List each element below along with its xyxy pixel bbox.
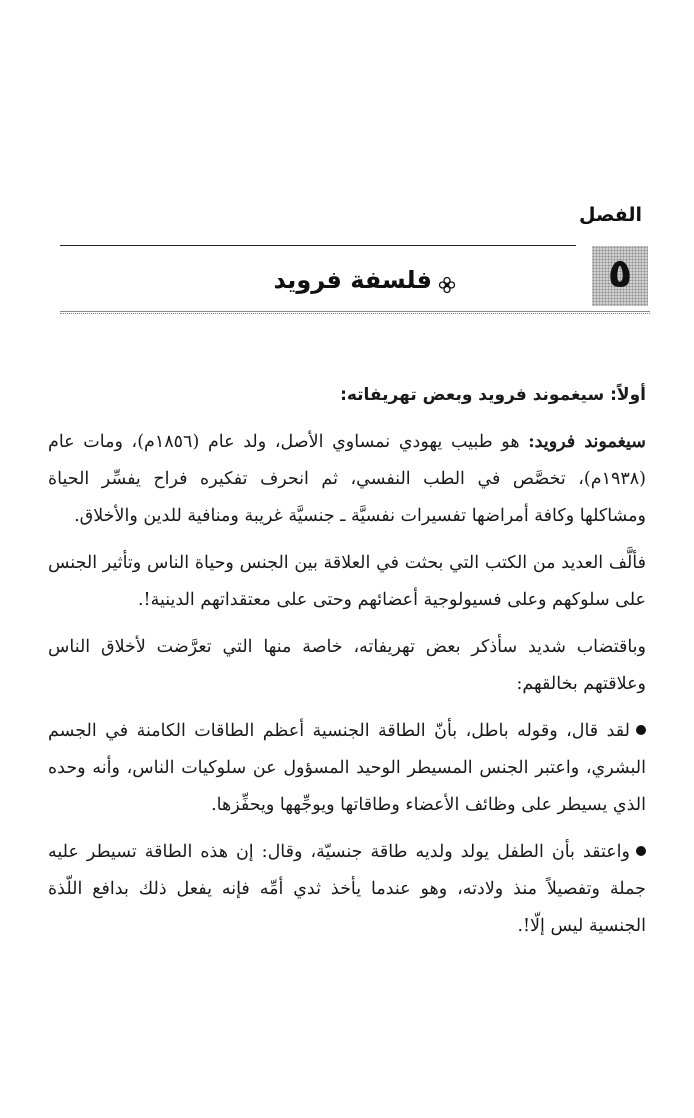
paragraph-books [48,545,646,619]
paragraph-lead: سيغموند فرويد: [528,432,646,452]
bullet-icon [636,725,646,735]
chapter-number-box [592,246,648,306]
bullet-paragraph-sexual-energy [48,713,646,824]
chapter-number: ٥ [607,251,633,297]
paragraph-freud-bio [48,424,646,535]
chapter-title: فلسفة فرويد [273,266,432,294]
paragraph-text: واعتقد بأن الطفل يولد ولديه طاقة جنسيّة، وقال: إن هذه الطاقة تسيطر عليه جملة وتفصيلاً منذ ولادته، وهو عندما يأخذ ثدي أمِّه فإنه يفعل ذلك بدافع اللّذة الجنسية ليس إلّا!. [48,842,646,936]
chapter-body [48,380,646,955]
chapter-header-rule [60,245,576,246]
paragraph-text: هو طبيب يهودي نمساوي الأصل، ولد عام (١٨٥٦م)، ومات عام (١٩٣٨م)، تخصَّص في الطب النفسي، ثم انحرف تفكيره فراح يفسِّر الحياة ومشاكلها وكافة أمراضها تفسيرات نفسيَّة ـ جنسيَّة غريبة ومنافية للدين والأخلاق. [48,432,646,526]
paragraph-intro-distortions [48,629,646,703]
paragraph-text: فألَّف العديد من الكتب التي بحثت في العلاقة بين الجنس وحياة الناس وتأثير الجنس على سلوكهم وعلى فسيولوجية أعضائهم وحتى على معتقداتهم الدينية!. [48,553,646,610]
flower-ornament-icon [438,272,456,290]
paragraph-text: وباقتضاب شديد سأذكر بعض تهريفاته، خاصة منها التي تعرَّضت لأخلاق الناس وعلاقتهم بخالقهم: [48,637,646,694]
bullet-paragraph-child [48,834,646,945]
section-heading: أولاً: سيغموند فرويد وبعض تهريفاته: [340,385,646,405]
bullet-icon [636,846,646,856]
chapter-label: الفصل [578,204,642,226]
chapter-title-line [273,266,456,294]
paragraph-text: لقد قال، وقوله باطل، بأنّ الطاقة الجنسية أعظم الطاقات الكامنة في الجسم البشري، واعتبر الجنس المسيطر الوحيد المسؤول عن سلوكيات الناس، وأنه وحده الذي يسيطر على وظائف الأعضاء وطاقاتها ويوجِّهها ويحفِّزها. [48,721,646,815]
chapter-title-underline [60,310,650,314]
